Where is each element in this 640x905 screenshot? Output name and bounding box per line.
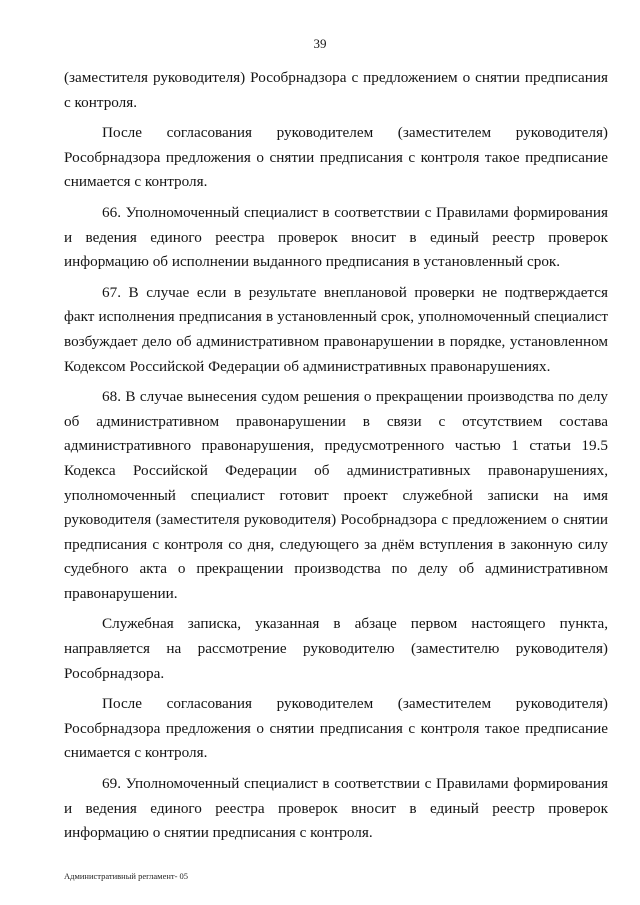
page-number: 39 (313, 36, 327, 51)
paragraph-67: 67. В случае если в результате внеплановой проверки не подтверждается факт исполнения предписания в установленный срок, уполномоченный специалист возбуждает дело об административном правонарушении в порядке, установленном Кодексом Российской Федерации об административных правонарушениях. (64, 283, 608, 375)
paragraph-69: 69. Уполномоченный специалист в соответствии с Правилами формирования и ведения единого реестра проверок вносит в единый реестр проверок информацию о снятии предписания с контроля. (64, 775, 608, 842)
paragraph-memo: Служебная записка, указанная в абзаце первом настоящего пункта, направляется на рассмотрение руководителю (заместителю руководителя) Рособрнадзора. (64, 615, 608, 682)
paragraph-66: 66. Уполномоченный специалист в соответствии с Правилами формирования и ведения единого реестра проверок вносит в единый реестр проверок информацию об исполнении выданного предписания в установленный срок. (64, 203, 608, 271)
paragraph-continuation: (заместителя руководителя) Рособрнадзора с предложением о снятии предписания с контроля. (64, 69, 608, 111)
document-body (64, 66, 608, 852)
page-footer: Административный регламент- 05 (64, 871, 189, 881)
paragraph-approval-2: После согласования руководителем (заместителем руководителя) Рособрнадзора предложения о снятии предписания с контроля такое предписание снимается с контроля. (64, 695, 608, 762)
paragraph-68: 68. В случае вынесения судом решения о прекращении производства по делу об административном правонарушении в связи с отсутствием состава административного правонарушения, предусмотренного частью 1 статьи 19.5 Кодекса Российской Федерации об административных правонарушениях, уполномоченный специалист готовит проект служебной записки на имя руководителя (заместителя руководителя) Рособрнадзора с предложением о снятии предписания с контроля со дня, следующего за днём вступления в законную силу судебного акта о прекращении производства по делу об административном правонарушении. (64, 388, 608, 602)
paragraph-approval: После согласования руководителем (заместителем руководителя) Рособрнадзора предложения о снятии предписания с контроля такое предписание снимается с контроля. (64, 124, 608, 191)
